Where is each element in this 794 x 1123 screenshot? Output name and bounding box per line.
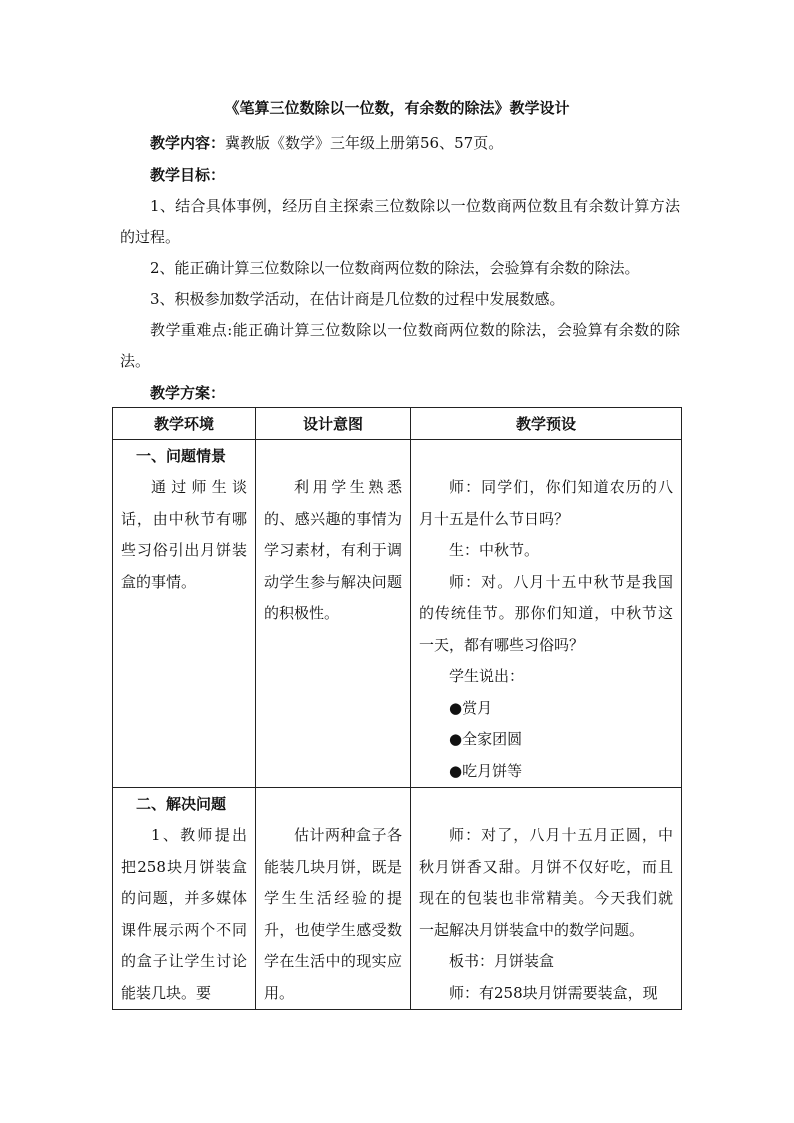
section-title: 一、问题情景 bbox=[136, 447, 227, 465]
environment-text: 1、教师提出把258块月饼装盒的问题，并多媒体课件展示两个不同的盒子让学生讨论能装几块。要 bbox=[121, 826, 247, 1002]
plan-table bbox=[112, 407, 682, 1010]
environment-cell bbox=[113, 440, 256, 788]
content-text: 冀教版《数学》三年级上册第56、57页。 bbox=[225, 134, 504, 152]
table-row bbox=[113, 788, 682, 1010]
dialog-line: 师：有258块月饼需要装盒，现 bbox=[449, 983, 658, 1002]
bullet-item: ● 赏月 bbox=[419, 693, 673, 725]
goal-item-3: 3、积极参加数学活动，在估计商是几位数的过程中发展数感。 bbox=[150, 290, 565, 308]
header-environment: 教学环境 bbox=[113, 408, 256, 440]
header-intent: 设计意图 bbox=[256, 408, 411, 440]
bullet-item: ● 全家团圆 bbox=[419, 724, 673, 756]
environment-text: 通过师生谈话，由中秋节有哪些习俗引出月饼装盒的事情。 bbox=[121, 478, 247, 591]
intent-cell bbox=[256, 788, 411, 1010]
goals-heading: 教学目标： bbox=[150, 166, 226, 184]
key-points: 教学重难点:能正确计算三位数除以一位数商两位数的除法，会验算有余数的除法。 bbox=[120, 321, 680, 370]
table-row bbox=[113, 440, 682, 788]
dialog-line: 板书：月饼装盒 bbox=[449, 952, 555, 970]
section-title: 二、解决问题 bbox=[136, 795, 227, 813]
preset-cell bbox=[411, 788, 682, 1010]
intent-cell bbox=[256, 440, 411, 788]
dialog-line: 学生说出： bbox=[449, 667, 525, 685]
dialog-line: 生：中秋节。 bbox=[449, 541, 540, 559]
plan-heading: 教学方案： bbox=[150, 384, 226, 402]
environment-cell bbox=[113, 788, 256, 1010]
content-line bbox=[120, 128, 680, 159]
intent-text: 估计两种盒子各能装几块月饼，既是学生生活经验的提升，也使学生感受数学在生活中的现实应用。 bbox=[264, 826, 402, 1002]
goal-item-2: 2、能正确计算三位数除以一位数商两位数的除法，会验算有余数的除法。 bbox=[150, 259, 640, 277]
table-header-row bbox=[113, 408, 682, 440]
content-label: 教学内容： bbox=[150, 134, 226, 152]
preset-cell bbox=[411, 440, 682, 788]
intent-text: 利用学生熟悉的、感兴趣的事情为学习素材，有利于调动学生参与解决问题的积极性。 bbox=[264, 478, 402, 622]
header-preset: 教学预设 bbox=[411, 408, 682, 440]
page-title: 《笔算三位数除以一位数，有余数的除法》教学设计 bbox=[224, 99, 570, 117]
dialog-line: 师：同学们，你们知道农历的八月十五是什么节日吗？ bbox=[419, 478, 673, 528]
dialog-line: 师：对。八月十五中秋节是我国的传统佳节。那你们知道，中秋节这一天，都有哪些习俗吗？ bbox=[419, 572, 673, 654]
goal-item-1: 1、结合具体事例，经历自主探索三位数除以一位数商两位数且有余数计算方法的过程。 bbox=[120, 197, 680, 246]
dialog-line: 师：对了，八月十五月正圆，中秋月饼香又甜。月饼不仅好吃，而且现在的包装也非常精美。今天我们就一起解决月饼装盒中的数学问题。 bbox=[419, 826, 673, 939]
bullet-item: ● 吃月饼等 bbox=[419, 756, 673, 788]
